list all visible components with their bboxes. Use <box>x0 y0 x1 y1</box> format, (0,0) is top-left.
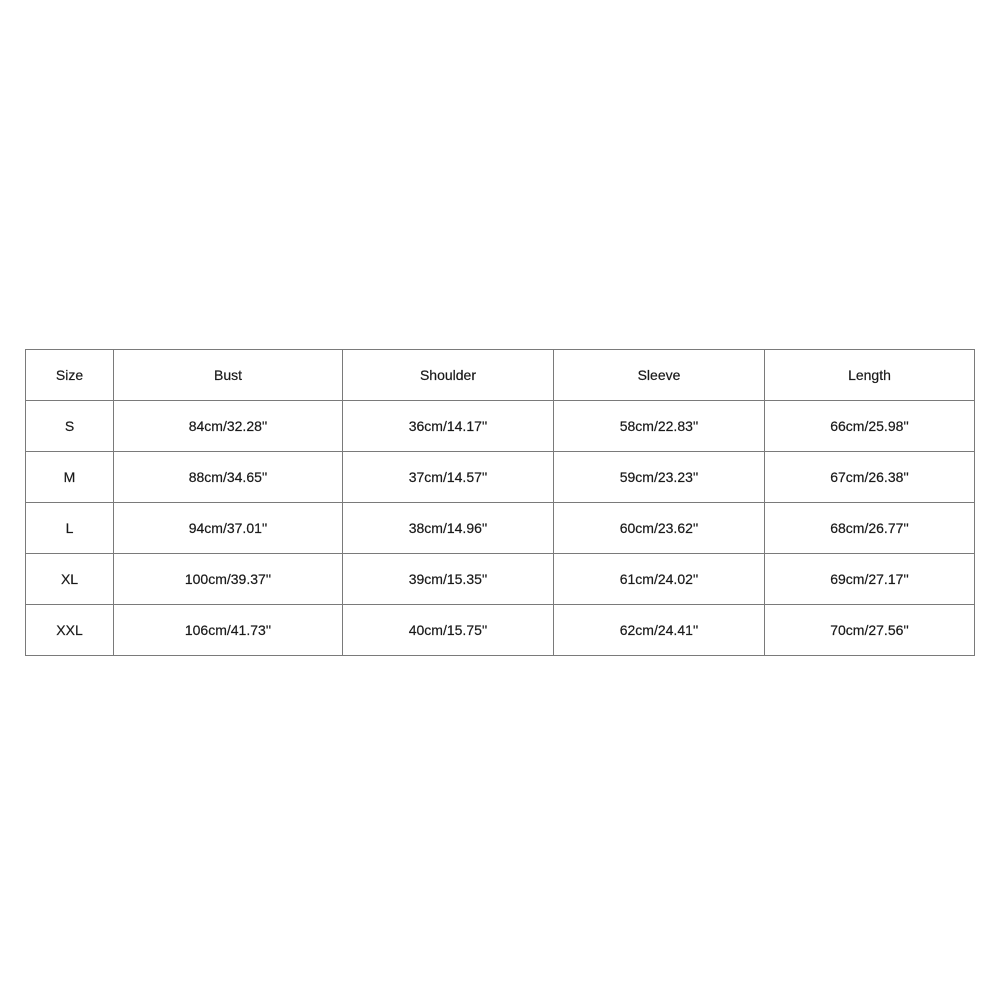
size-cell: XL <box>26 554 114 605</box>
length-cell: 68cm/26.77'' <box>765 503 975 554</box>
size-chart-table <box>25 349 975 656</box>
shoulder-cell: 38cm/14.96'' <box>343 503 554 554</box>
sleeve-cell: 58cm/22.83'' <box>554 401 765 452</box>
shoulder-cell: 40cm/15.75'' <box>343 605 554 656</box>
header-size: Size <box>26 350 114 401</box>
table-row <box>26 554 975 605</box>
length-cell: 67cm/26.38'' <box>765 452 975 503</box>
header-shoulder: Shoulder <box>343 350 554 401</box>
shoulder-cell: 37cm/14.57'' <box>343 452 554 503</box>
size-cell: L <box>26 503 114 554</box>
sleeve-cell: 62cm/24.41'' <box>554 605 765 656</box>
shoulder-cell: 36cm/14.17'' <box>343 401 554 452</box>
bust-cell: 84cm/32.28'' <box>114 401 343 452</box>
size-cell: M <box>26 452 114 503</box>
header-bust: Bust <box>114 350 343 401</box>
bust-cell: 100cm/39.37'' <box>114 554 343 605</box>
table-row <box>26 605 975 656</box>
bust-cell: 88cm/34.65'' <box>114 452 343 503</box>
size-cell: XXL <box>26 605 114 656</box>
header-length: Length <box>765 350 975 401</box>
table-row <box>26 452 975 503</box>
sleeve-cell: 59cm/23.23'' <box>554 452 765 503</box>
bust-cell: 94cm/37.01'' <box>114 503 343 554</box>
sleeve-cell: 61cm/24.02'' <box>554 554 765 605</box>
header-sleeve: Sleeve <box>554 350 765 401</box>
length-cell: 69cm/27.17'' <box>765 554 975 605</box>
size-cell: S <box>26 401 114 452</box>
length-cell: 66cm/25.98'' <box>765 401 975 452</box>
table-row <box>26 401 975 452</box>
length-cell: 70cm/27.56'' <box>765 605 975 656</box>
header-row <box>26 350 975 401</box>
shoulder-cell: 39cm/15.35'' <box>343 554 554 605</box>
sleeve-cell: 60cm/23.62'' <box>554 503 765 554</box>
bust-cell: 106cm/41.73'' <box>114 605 343 656</box>
table-row <box>26 503 975 554</box>
